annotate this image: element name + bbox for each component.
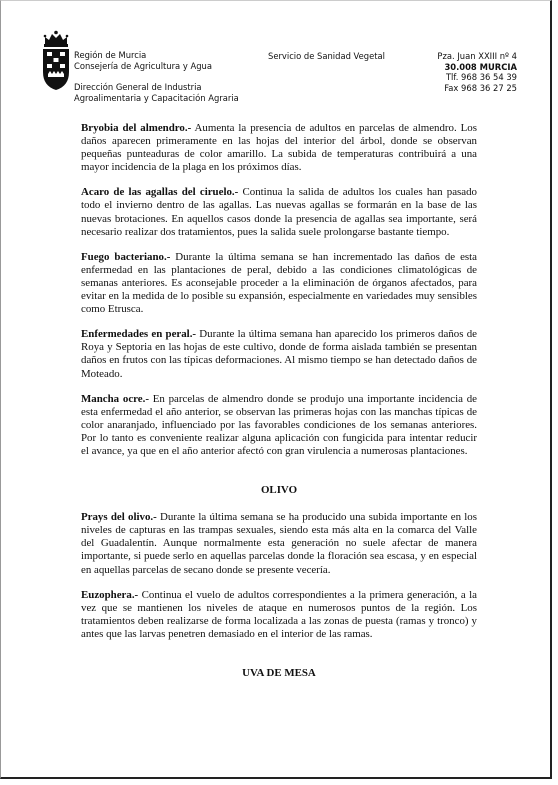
paragraph-heading: Euzophera.- xyxy=(81,588,139,601)
paragraph-prays xyxy=(81,511,477,576)
header-organization xyxy=(74,50,212,71)
paragraph-text: Durante la última semana han aparecido los primeros daños de Roya y Septoria en las hojas de este cultivo, donde de forma aislada también se presentan daños en frutos con las típicas deformaciones. Al mismo tiempo se han detectado daños de Moteado. xyxy=(81,328,477,380)
header-ministry: Consejería de Agricultura y Agua xyxy=(74,60,212,71)
header-address xyxy=(437,51,517,93)
paragraph-bryobia xyxy=(81,122,477,174)
paragraph-text: Continua el vuelo de adultos correspondientes a la primera generación, a la vez que se mantienen los niveles de ataque en numerosos puntos de la región. Los tratamientos deben realizarse de forma localizada a las zonas de puesta (ramas y tronco) y antes que las larvas penetren demasiado en el interior de las ramas. xyxy=(81,588,477,640)
paragraph-heading: Fuego bacteriano.- xyxy=(81,250,171,263)
paragraph-euzophera xyxy=(81,589,477,641)
paragraph-heading: Mancha ocre.- xyxy=(81,392,149,405)
paragraph-text: Continua la salida de adultos los cuales han pasado todo el invierno dentro de las agallas. Las nuevas agallas se formarán en la base de las nuevas brotaciones. En aquellos casos donde la presencia de agallas sea importante, será necesario realizar dos tratamientos, pues la salida suele prolongarse bastante tiempo. xyxy=(81,186,477,238)
paragraph-heading: Bryobia del almendro.- xyxy=(81,122,192,134)
section-title-uva-de-mesa: UVA DE MESA xyxy=(242,667,316,679)
paragraph-heading: Enfermedades en peral.- xyxy=(81,328,197,341)
header-address-city: 30.008 MURCIA xyxy=(444,61,517,72)
paragraph-enfermedades-peral xyxy=(81,328,477,380)
header-phone: Tlf. 968 36 54 39 xyxy=(445,72,517,82)
paragraph-text: Durante la última semana se ha producido una subida importante en los niveles de capturas en las trampas sexuales, siendo esta más alta en la comarca del Valle del Guadalentín. Aunque normalmente esta generación no suele afectar de manera importante, si puede serlo en aquellas parcelas donde la floración sea escasa, y en especial en aquellas parcelas de secano donde se presente vecería. xyxy=(81,511,477,576)
header-service: Servicio de Sanidad Vegetal xyxy=(268,51,385,61)
paragraph-text: En parcelas de almendro donde se produjo una importante incidencia de esta enfermedad el año anterior, se observan las primeras hojas con las manchas típicas de color anaranjado, influenciado por las favorables condiciones de los semanas anteriores. Por lo tanto es conveniente realizar alguna aplicación con fungicida para intentar reducir el avance, ya que en el año anterior afectó con gran virulencia a numerosas plantaciones. xyxy=(81,392,477,457)
header-region: Región de Murcia xyxy=(74,50,147,60)
header-directorate-line1: Dirección General de Industria xyxy=(74,82,202,92)
paragraph-text: Durante la última semana se han incrementado las daños de esta enfermedad en las plantaciones de peral, debido a las condiciones climatológicas de semanas anteriores. Es aconsejable proceder a la eliminación de órganos afectados, para evitar en la medida de lo posible su expansión, especialmente en variedades muy sensibles como Etrusca. xyxy=(81,250,477,316)
paragraph-acaro xyxy=(81,186,477,238)
paragraph-text: Aumenta la presencia de adultos en parcelas de almendro. Los daños aparecen primeramente en las hojas del interior del árbol, donde se observan pequeñas punteaduras de color amarillo. La subida de temperaturas contribuirá a una mayor incidencia de la plaga en los próximos días. xyxy=(81,122,477,174)
region-murcia-crest-icon xyxy=(40,30,72,92)
header-address-street: Pza. Juan XXIII nº 4 xyxy=(437,51,517,61)
paragraph-heading: Acaro de las agallas del ciruelo.- xyxy=(81,186,239,199)
paragraph-heading: Prays del olivo.- xyxy=(81,511,157,524)
paragraph-mancha-ocre xyxy=(81,393,477,458)
paragraph-fuego-bacteriano xyxy=(81,251,477,316)
header-fax: Fax 968 36 27 25 xyxy=(444,82,517,93)
bulletin-body xyxy=(81,122,477,694)
header-directorate-line2: Agroalimentaria y Capacitación Agraria xyxy=(74,92,239,103)
section-title-olivo: OLIVO xyxy=(260,484,298,497)
header-directorate xyxy=(74,82,239,103)
